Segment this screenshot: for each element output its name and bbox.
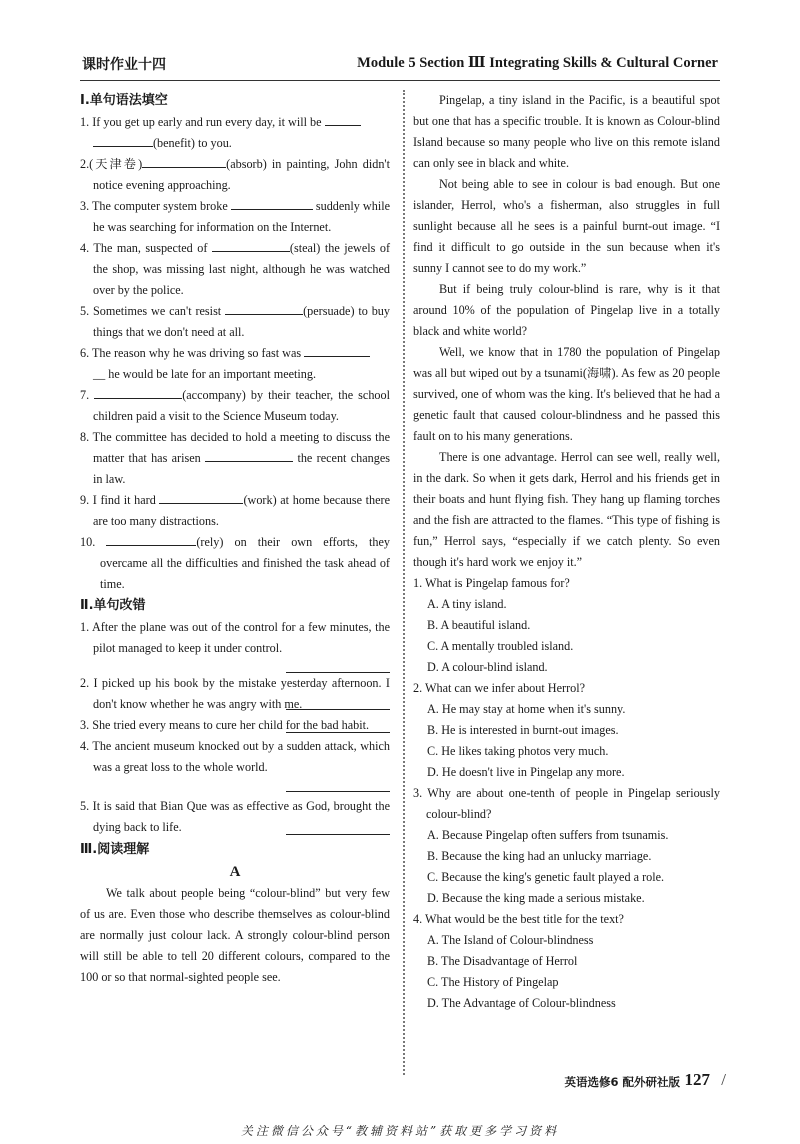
section-2-title: Ⅱ.单句改错	[80, 598, 146, 613]
option[interactable]: D. Because the king made a serious mistake.	[427, 891, 645, 905]
answer-blank[interactable]	[212, 239, 290, 252]
correction-question-2: 2. I picked up his book by the mistake yesterday afternoon. I don't know whether he was angry with me.	[80, 676, 390, 711]
option[interactable]: D. The Advantage of Colour-blindness	[427, 996, 616, 1010]
left-column	[80, 90, 390, 988]
correction-question-4: 4. The ancient museum knocked out by a sudden attack, which was a great loss to the whole world.	[80, 739, 390, 774]
correction-question-1: 1. After the plane was out of the control for a few minutes, the pilot managed to keep it under control.	[80, 620, 390, 655]
option[interactable]: C. Because the king's genetic fault played a role.	[427, 870, 665, 884]
answer-blank[interactable]	[159, 491, 243, 504]
reading-question-2: 2. What can we infer about Herrol? A. He may stay at home when it's sunny. B. He is interested in burnt-out images. C. He likes taking photos very much. D. He doesn't live in Pingelap any more.	[413, 678, 720, 783]
section-3-title: Ⅲ.阅读理解	[80, 842, 150, 857]
grammar-question-10: 10. (rely) on their own efforts, they overcame all the difficulties and finished the task ahead of time.	[80, 535, 390, 591]
answer-blank[interactable]	[325, 113, 361, 126]
option[interactable]: A. Because Pingelap often suffers from tsunamis.	[427, 828, 669, 842]
answer-blank[interactable]	[106, 533, 196, 546]
option[interactable]: C. The History of Pingelap	[427, 975, 559, 989]
passage-paragraph: We talk about people being “colour-blind” but very few of us are. Even those who describe themselves as colour-blind are normally just colour lack. A strongly colour-blind person will still be able to tell 20 different colours, compared to the 100 or so that normal-sighted people see.	[80, 886, 390, 984]
book-edition: 英语选修6 配外研社版	[564, 1075, 680, 1089]
correction-question-5: 5. It is said that Bian Que was as effective as God, brought the dying back to life.	[80, 799, 390, 834]
answer-blank[interactable]	[94, 386, 182, 399]
column-divider	[403, 90, 405, 1075]
grammar-question-9: 9. I find it hard (work) at home because there are too many distractions.	[80, 493, 390, 528]
option[interactable]: D. A colour-blind island.	[427, 660, 548, 674]
answer-blank[interactable]	[225, 302, 303, 315]
reading-question-4: 4. What would be the best title for the text? A. The Island of Colour-blindness B. The Disadvantage of Herrol C. The History of Pingelap D. The Advantage of Colour-blindness	[413, 909, 720, 1014]
option[interactable]: B. A beautiful island.	[427, 618, 531, 632]
right-column	[413, 90, 720, 1014]
grammar-question-2: 2.(天津卷) (absorb) in painting, John didn't notice evening approaching.	[80, 157, 390, 192]
section-1-title: Ⅰ.单句语法填空	[80, 93, 168, 108]
option[interactable]: B. Because the king had an unlucky marriage.	[427, 849, 652, 863]
option[interactable]: B. He is interested in burnt-out images.	[427, 723, 619, 737]
correction-answer-line[interactable]	[80, 778, 390, 792]
grammar-question-5: 5. Sometimes we can't resist (persuade) to buy things that we don't need at all.	[80, 304, 390, 339]
correction-answer-line[interactable]	[80, 659, 390, 673]
option[interactable]: A. A tiny island.	[427, 597, 507, 611]
grammar-question-3: 3. The computer system broke suddenly while he was searching for information on the Internet.	[80, 199, 391, 234]
passage-paragraph: But if being truly colour-blind is rare, why is it that around 10% of the population of Pingelap live in a totally black and white world?	[413, 282, 720, 338]
option[interactable]: A. The Island of Colour-blindness	[427, 933, 594, 947]
page-header	[82, 54, 718, 76]
correction-question-3: 3. She tried every means to cure her child for the bad habit.	[80, 718, 370, 732]
answer-blank[interactable]	[231, 197, 313, 210]
grammar-question-1: 1. If you get up early and run every day, it will be (benefit) to you.	[80, 112, 390, 154]
reading-question-1: 1. What is Pingelap famous for? A. A tiny island. B. A beautiful island. C. A mentally troubled island. D. A colour-blind island.	[413, 573, 720, 678]
passage-paragraph: Pingelap, a tiny island in the Pacific, is a beautiful spot but one that has a specific trouble. It is known as Colour-blind Island because so many people who live on this remote island can only see in black and white.	[413, 93, 720, 170]
answer-blank[interactable]	[205, 449, 293, 462]
grammar-question-7: 7. (accompany) by their teacher, the school children paid a visit to the Science Museum today.	[80, 388, 390, 423]
grammar-question-6: 6. The reason why he was driving so fast was __ he would be late for an important meeting.	[80, 343, 390, 385]
passage-paragraph: There is one advantage. Herrol can see well, really well, in the dark. So when it gets dark, Herrol and his friends get in their boats and hunt flying fish. They hang up flaming torches and the fish are attracted to the flames. “This type of fishing is fun,” Herrol says, “especially if we catch plenty. So even though it's hard work we enjoy it.”	[413, 450, 720, 569]
reading-question-3: 3. Why are about one-tenth of people in Pingelap seriously colour-blind? A. Because Pingelap often suffers from tsunamis. B. Because the king had an unlucky marriage. C. Because the king's genetic fault played a role. D. Because the king made a serious mistake.	[413, 783, 720, 909]
module-title: Module 5 Section Ⅲ Integrating Skills & Cultural Corner	[357, 55, 718, 71]
option[interactable]: B. The Disadvantage of Herrol	[427, 954, 578, 968]
answer-blank[interactable]	[304, 344, 370, 357]
grammar-question-8: 8. The committee has decided to hold a meeting to discuss the matter that has arisen the recent changes in law.	[80, 430, 391, 486]
footer-note: 关注微信公众号“教辅资料站”获取更多学习资料	[240, 1124, 560, 1138]
passage-label: A	[229, 864, 241, 880]
grammar-question-4: 4. The man, suspected of (steal) the jewels of the shop, was missing last night, although he was watched over by the police.	[80, 241, 391, 297]
option[interactable]: A. He may stay at home when it's sunny.	[427, 702, 626, 716]
option[interactable]: C. A mentally troubled island.	[427, 639, 574, 653]
answer-blank[interactable]	[93, 134, 153, 147]
option[interactable]: C. He likes taking photos very much.	[427, 744, 609, 758]
page-slash-decoration: /	[721, 1070, 726, 1089]
assignment-title: 课时作业十四	[82, 57, 166, 73]
header-rule	[80, 80, 720, 81]
option[interactable]: D. He doesn't live in Pingelap any more.	[427, 765, 625, 779]
answer-blank[interactable]	[142, 155, 226, 168]
passage-paragraph: Well, we know that in 1780 the population of Pingelap was all but wiped out by a tsunami(海啸). As few as 20 people survived, one of whom was the king. It's believed that he had a genetic fault that caused colour-blindness and he passed this fault on to his many generations.	[413, 345, 720, 443]
page-number: 127	[684, 1070, 710, 1089]
passage-paragraph: Not being able to see in colour is bad enough. But one islander, Herrol, who's a fisherman, also struggles in full sunlight because all he sees is a painful burnt-out image. “I find it difficult to go outside in the sun because when it's sunny I cannot see to do my work.”	[413, 177, 720, 275]
